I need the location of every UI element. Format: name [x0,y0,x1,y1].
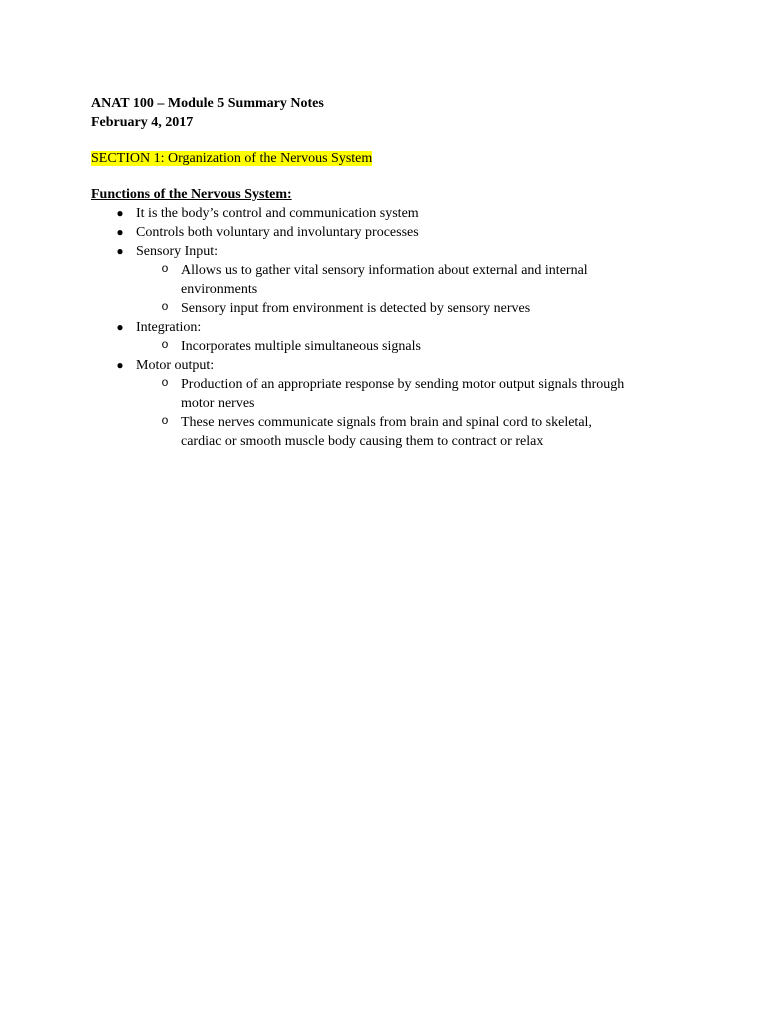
sub-bullet-item-text: Production of an appropriate response by sending motor output signals through motor nerves [181,377,625,411]
bullet-dot-icon: ● [116,206,124,220]
hollow-circle-bullet-icon: o [161,262,169,276]
bullet-dot-icon: ● [116,225,124,239]
bullet-item [91,356,691,451]
functions-subheading: Functions of the Nervous System: [91,187,292,202]
document-date: February 4, 2017 [91,115,194,130]
bullet-item-text: Integration: [136,320,202,335]
sub-bullet-list [136,375,691,451]
sub-bullet-item [136,299,631,318]
bullet-item-text: Controls both voluntary and involuntary processes [136,225,419,240]
bullet-item [91,204,691,223]
document-body [91,94,691,451]
hollow-circle-bullet-icon: o [161,414,169,428]
hollow-circle-bullet-icon: o [161,338,169,352]
bullet-list [91,204,691,451]
sub-bullet-item [136,337,631,356]
document-title: ANAT 100 – Module 5 Summary Notes [91,96,324,111]
bullet-item [91,242,691,318]
sub-bullet-item [136,375,631,413]
sub-bullet-item [136,261,631,299]
hollow-circle-bullet-icon: o [161,300,169,314]
section-heading [91,149,691,168]
hollow-circle-bullet-icon: o [161,376,169,390]
sub-bullet-list [136,261,691,318]
bullet-item [91,318,691,356]
sub-bullet-item-text: Incorporates multiple simultaneous signals [181,339,421,354]
sub-bullet-item-text: Allows us to gather vital sensory information about external and internal environments [181,263,588,297]
bullet-item-text: Motor output: [136,358,215,373]
sub-bullet-item-text: These nerves communicate signals from brain and spinal cord to skeletal, cardiac or smooth muscle body causing them to contract or relax [181,415,592,449]
sub-bullet-item-text: Sensory input from environment is detected by sensory nerves [181,301,531,316]
bullet-dot-icon: ● [116,244,124,258]
sub-bullet-item [136,413,631,451]
bullet-item-text: It is the body’s control and communication system [136,206,419,221]
bullet-dot-icon: ● [116,358,124,372]
bullet-item [91,223,691,242]
section-heading-highlight: SECTION 1: Organization of the Nervous System [91,151,373,166]
bullet-item-text: Sensory Input: [136,244,219,259]
bullet-dot-icon: ● [116,320,124,334]
sub-bullet-list [136,337,691,356]
